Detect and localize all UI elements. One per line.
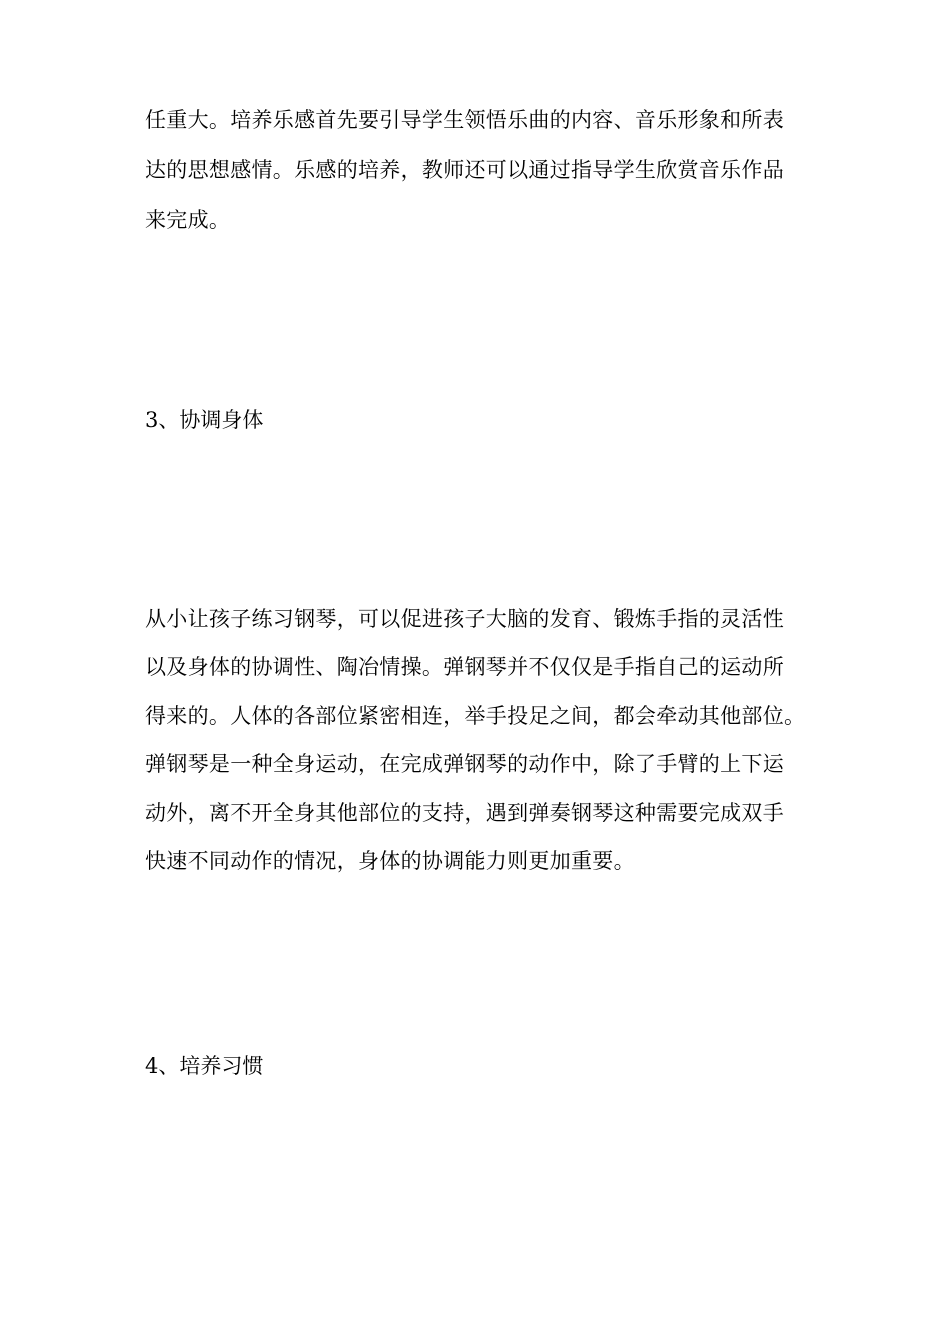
paragraph-line: 得来的。人体的各部位紧密相连，举手投足之间，都会牵动其他部位。 <box>145 704 806 728</box>
paragraph-line: 快速不同动作的情况，身体的协调能力则更加重要。 <box>145 849 635 873</box>
paragraph-line: 达的思想感情。乐感的培养，教师还可以通过指导学生欣赏音乐作品 <box>145 158 784 182</box>
section-heading-4: 4、培养习惯 <box>145 1054 264 1078</box>
paragraph-line: 以及身体的协调性、陶冶情操。弹钢琴并不仅仅是手指自己的运动所 <box>145 655 784 679</box>
paragraph-line: 从小让孩子练习钢琴，可以促进孩子大脑的发育、锻炼手指的灵活性 <box>145 607 784 631</box>
section-heading-3: 3、协调身体 <box>145 408 264 432</box>
paragraph-line: 动外，离不开全身其他部位的支持，遇到弹奏钢琴这种需要完成双手 <box>145 801 784 825</box>
paragraph-line: 来完成。 <box>145 208 231 232</box>
paragraph-line: 弹钢琴是一种全身运动，在完成弹钢琴的动作中，除了手臂的上下运 <box>145 752 784 776</box>
paragraph-line: 任重大。培养乐感首先要引导学生领悟乐曲的内容、音乐形象和所表 <box>145 108 784 132</box>
